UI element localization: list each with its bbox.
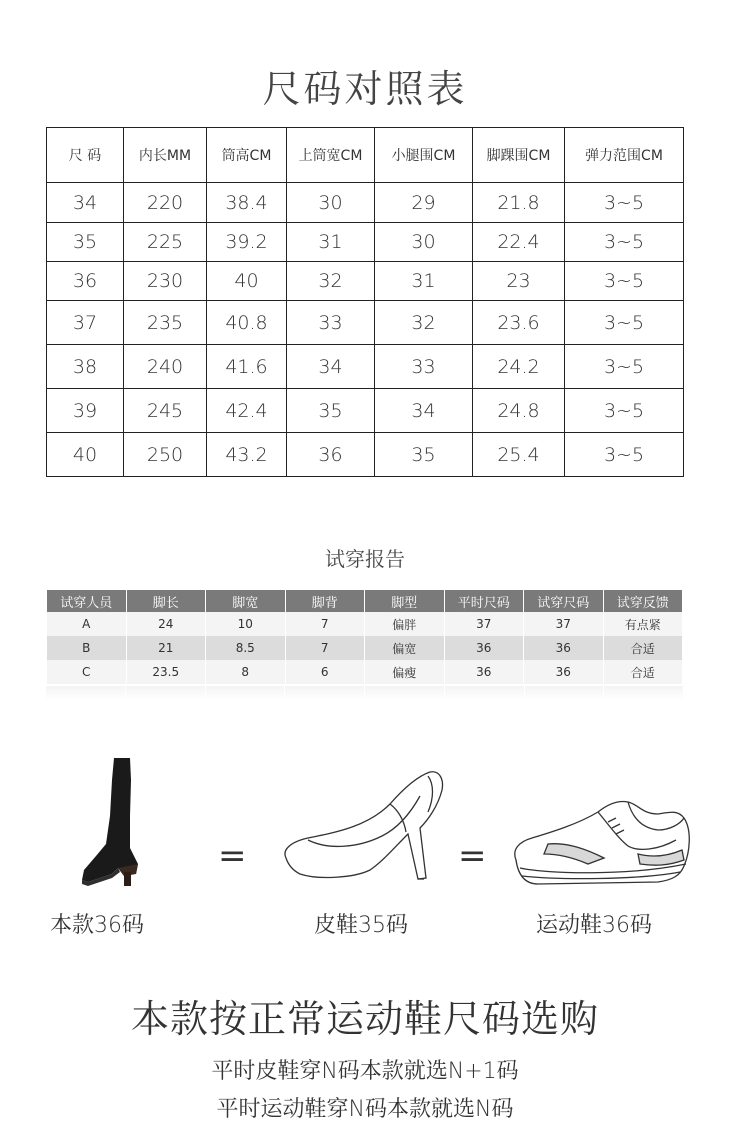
report-header-row — [47, 590, 682, 612]
table-row — [47, 433, 684, 477]
header-trial-size: 试穿尺码 — [524, 590, 603, 612]
header-feedback: 试穿反馈 — [604, 590, 683, 612]
cell: 34 — [287, 345, 375, 389]
cell: 合适 — [604, 636, 683, 660]
cell: 39 — [47, 389, 124, 433]
cell: 245 — [124, 389, 207, 433]
cell: 31 — [375, 262, 473, 301]
header-inner-length: 内长MM — [124, 128, 207, 183]
header-shaft-height: 筒高CM — [207, 128, 287, 183]
cell: 33 — [375, 345, 473, 389]
cell: 38 — [47, 345, 124, 389]
report-title: 试穿报告 — [325, 547, 405, 571]
cell: A — [47, 612, 126, 636]
cell: 250 — [124, 433, 207, 477]
size-chart-table — [46, 127, 684, 477]
cell: 40 — [47, 433, 124, 477]
cell: 偏瘦 — [365, 660, 444, 684]
header-usual-size: 平时尺码 — [445, 590, 524, 612]
cell: 36 — [445, 660, 524, 684]
high-heel-icon — [278, 766, 448, 886]
cell: 34 — [47, 183, 124, 223]
cell: 35 — [287, 389, 375, 433]
cell: 32 — [287, 262, 375, 301]
cell: 37 — [47, 301, 124, 345]
equals-sign: = — [218, 836, 247, 876]
cell: 40 — [207, 262, 287, 301]
table-row — [47, 389, 684, 433]
cell: 41.6 — [207, 345, 287, 389]
cell: 33 — [287, 301, 375, 345]
cell: 38.4 — [207, 183, 287, 223]
cell: 22.4 — [473, 223, 565, 262]
header-foot-width: 脚宽 — [206, 590, 285, 612]
cell: 3~5 — [565, 389, 684, 433]
cell: 35 — [47, 223, 124, 262]
table-row — [47, 223, 684, 262]
header-instep: 脚背 — [286, 590, 365, 612]
cell: 31 — [287, 223, 375, 262]
table-row — [47, 301, 684, 345]
header-ankle: 脚踝围CM — [473, 128, 565, 183]
header-calf: 小腿围CM — [375, 128, 473, 183]
table-row — [47, 345, 684, 389]
cell: 10 — [206, 612, 285, 636]
cell: 36 — [47, 262, 124, 301]
cell: 23 — [473, 262, 565, 301]
cell: 3~5 — [565, 183, 684, 223]
cell: 有点紧 — [604, 612, 683, 636]
cell: 3~5 — [565, 301, 684, 345]
cell: 8 — [206, 660, 285, 684]
sizing-advice-title: 本款按正常运动鞋尺码选购 — [130, 997, 599, 1041]
cell: B — [47, 636, 126, 660]
table-row — [47, 660, 682, 684]
report-table-fade — [46, 686, 683, 700]
cell: 23.5 — [127, 660, 206, 684]
cell: 40.8 — [207, 301, 287, 345]
page-title: 尺码对照表 — [262, 67, 468, 111]
sneaker-size-caption: 运动鞋36码 — [536, 913, 652, 938]
cell: 240 — [124, 345, 207, 389]
boot-size-caption: 本款36码 — [50, 913, 144, 938]
cell: 37 — [445, 612, 524, 636]
cell: 37 — [524, 612, 603, 636]
size-table-header-row — [47, 128, 684, 183]
cell: 42.4 — [207, 389, 287, 433]
cell: 230 — [124, 262, 207, 301]
equals-sign: = — [458, 836, 487, 876]
cell: C — [47, 660, 126, 684]
cell: 7 — [286, 612, 365, 636]
cell: 21 — [127, 636, 206, 660]
cell: 225 — [124, 223, 207, 262]
cell: 3~5 — [565, 262, 684, 301]
cell: 30 — [287, 183, 375, 223]
header-tester: 试穿人员 — [47, 590, 126, 612]
table-row — [47, 183, 684, 223]
cell: 43.2 — [207, 433, 287, 477]
cell: 3~5 — [565, 345, 684, 389]
over-knee-boot-icon — [78, 756, 148, 888]
table-row — [47, 636, 682, 660]
cell: 6 — [286, 660, 365, 684]
cell: 合适 — [604, 660, 683, 684]
cell: 21.8 — [473, 183, 565, 223]
advice-line-sneaker: 平时运动鞋穿N码本款就选N码 — [216, 1097, 514, 1122]
cell: 34 — [375, 389, 473, 433]
cell: 36 — [445, 636, 524, 660]
cell: 24 — [127, 612, 206, 636]
cell: 7 — [286, 636, 365, 660]
cell: 8.5 — [206, 636, 285, 660]
sneaker-icon — [508, 794, 694, 890]
cell: 24.2 — [473, 345, 565, 389]
cell: 39.2 — [207, 223, 287, 262]
advice-line-leather: 平时皮鞋穿N码本款就选N+1码 — [211, 1059, 519, 1084]
cell: 23.6 — [473, 301, 565, 345]
header-foot-length: 脚长 — [127, 590, 206, 612]
cell: 235 — [124, 301, 207, 345]
header-size: 尺 码 — [47, 128, 124, 183]
cell: 36 — [524, 636, 603, 660]
cell: 29 — [375, 183, 473, 223]
cell: 3~5 — [565, 223, 684, 262]
cell: 220 — [124, 183, 207, 223]
cell: 36 — [524, 660, 603, 684]
cell: 3~5 — [565, 433, 684, 477]
header-stretch: 弹力范围CM — [565, 128, 684, 183]
cell: 偏胖 — [365, 612, 444, 636]
cell: 32 — [375, 301, 473, 345]
cell: 偏宽 — [365, 636, 444, 660]
table-row — [47, 262, 684, 301]
cell: 24.8 — [473, 389, 565, 433]
table-row — [47, 612, 682, 636]
header-foot-type: 脚型 — [365, 590, 444, 612]
cell: 30 — [375, 223, 473, 262]
fitting-report-table — [46, 590, 683, 684]
header-top-width: 上筒宽CM — [287, 128, 375, 183]
cell: 36 — [287, 433, 375, 477]
cell: 35 — [375, 433, 473, 477]
leather-shoe-size-caption: 皮鞋35码 — [314, 913, 408, 938]
cell: 25.4 — [473, 433, 565, 477]
